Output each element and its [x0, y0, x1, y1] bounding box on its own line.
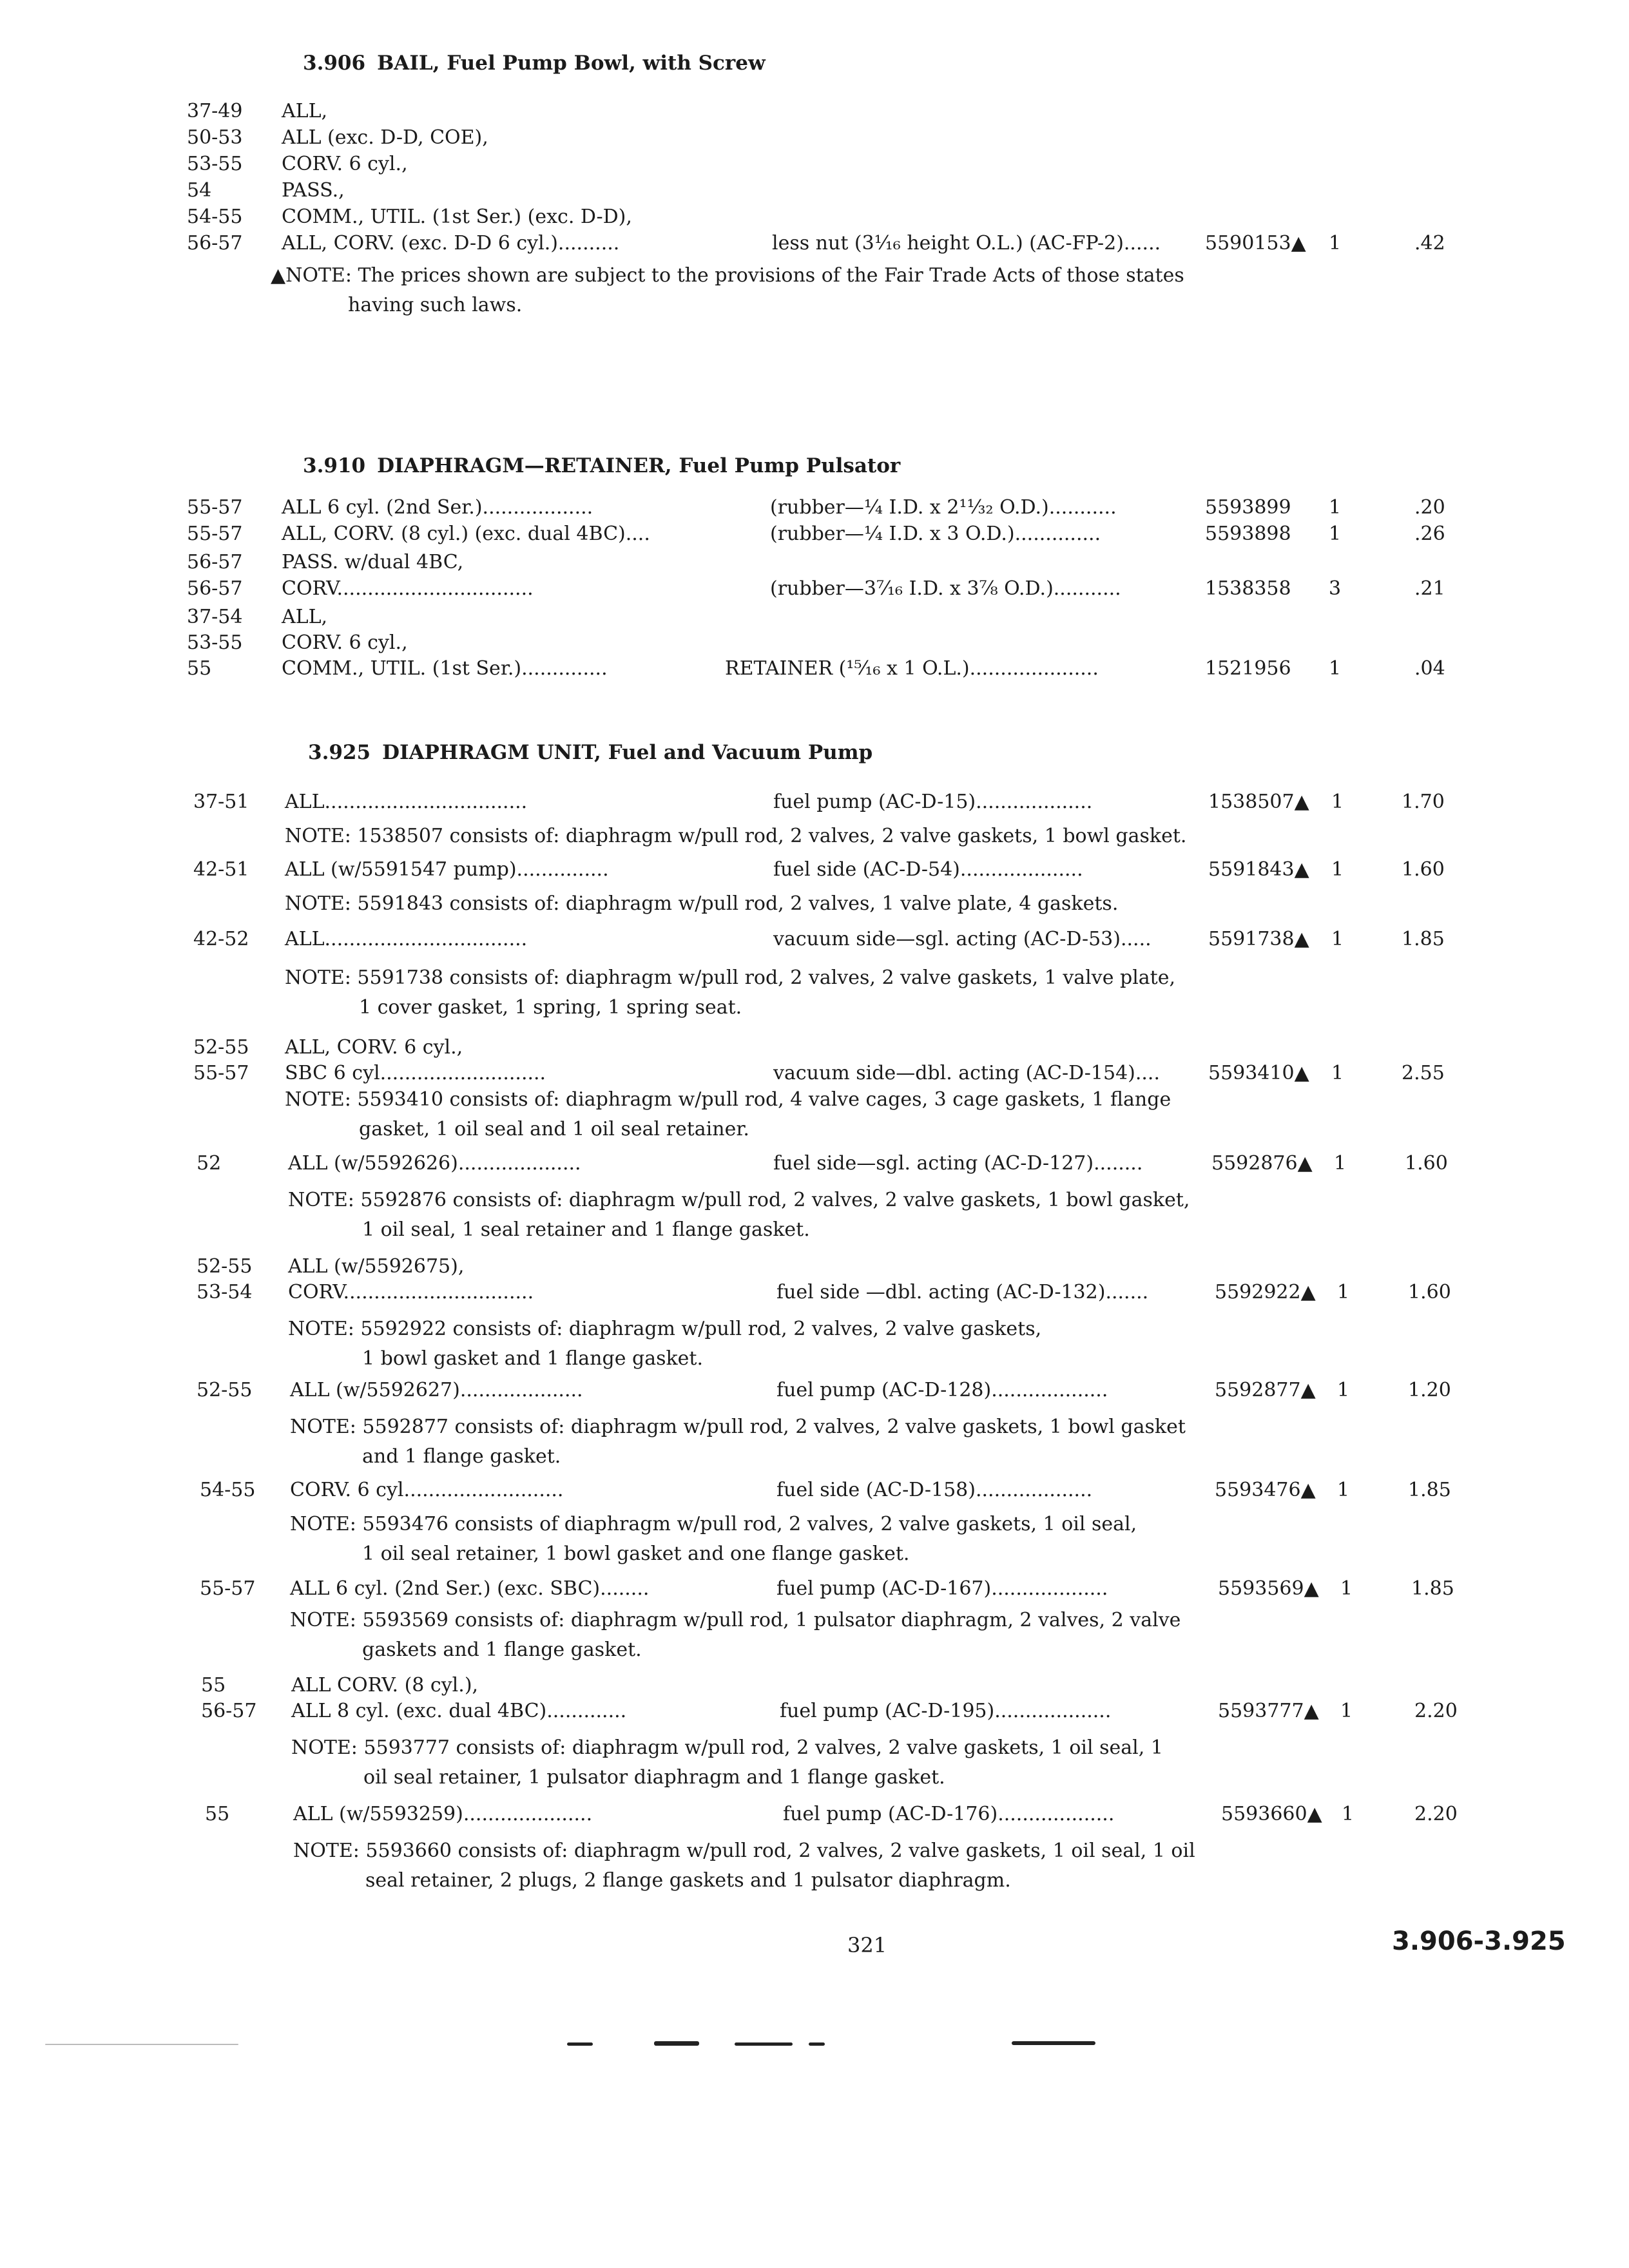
page-number: 321: [847, 1933, 887, 1957]
quantity: 1: [1342, 1803, 1354, 1825]
part-number: 5593899: [1205, 496, 1291, 519]
note-line: 1 oil seal, 1 seal retainer and 1 flange gasket.: [362, 1218, 810, 1241]
model-cell: ALL (w/5592627)....................: [290, 1379, 583, 1401]
price: 2.20: [1414, 1700, 1458, 1722]
description-cell: vacuum side—sgl. acting (AC-D-53).....: [773, 928, 1152, 950]
model-cell: ALL,: [282, 606, 328, 628]
year-range: 56-57: [201, 1700, 257, 1722]
section-number: 3.925: [308, 741, 371, 764]
description-cell: fuel side —dbl. acting (AC-D-132).......: [776, 1281, 1149, 1303]
scan-artifact: [809, 2042, 825, 2046]
section-title: BAIL, Fuel Pump Bowl, with Screw: [377, 52, 766, 75]
year-range: 53-55: [187, 631, 243, 654]
table-row: [0, 657, 1629, 688]
model-cell: CORV. 6 cyl..........................: [290, 1479, 564, 1501]
year-range: 52-55: [197, 1255, 253, 1278]
table-row: [0, 1577, 1629, 1608]
year-range: 55-57: [193, 1062, 249, 1084]
description-cell: fuel pump (AC-D-167)...................: [776, 1577, 1108, 1600]
quantity: 1: [1331, 858, 1344, 881]
model-cell: ALL 8 cyl. (exc. dual 4BC).............: [291, 1700, 627, 1722]
model-cell: ALL (w/5592626)....................: [288, 1152, 581, 1175]
part-number: 5591843▲: [1208, 858, 1309, 881]
model-cell: ALL.................................: [285, 791, 528, 813]
description-cell: fuel pump (AC-D-15)...................: [773, 791, 1093, 813]
table-row: [0, 1479, 1629, 1510]
year-range: 55: [205, 1803, 230, 1825]
price: .42: [1414, 232, 1445, 255]
note-line: NOTE: 5593777 consists of: diaphragm w/pull rod, 2 valves, 2 valve gaskets, 1 oil seal, 1: [291, 1736, 1163, 1759]
part-number: 5591738▲: [1208, 928, 1309, 950]
part-number: 5593410▲: [1208, 1062, 1309, 1084]
scan-artifact: [567, 2042, 593, 2046]
model-cell: ALL, CORV. (exc. D-D 6 cyl.)..........: [282, 232, 620, 255]
description-cell: fuel pump (AC-D-128)...................: [776, 1379, 1108, 1401]
table-row: [0, 523, 1629, 553]
year-range: 55-57: [200, 1577, 256, 1600]
quantity: 1: [1337, 1479, 1350, 1501]
model-cell: PASS. w/dual 4BC,: [282, 551, 464, 573]
quantity: 1: [1329, 657, 1342, 680]
model-cell: PASS.,: [282, 179, 345, 202]
table-row: [0, 1700, 1629, 1731]
part-number: 5593898: [1205, 523, 1291, 545]
model-cell: CORV................................: [282, 577, 534, 600]
model-cell: ALL (w/5592675),: [288, 1255, 465, 1278]
year-range: 52-55: [193, 1036, 249, 1059]
price: 1.85: [1411, 1577, 1454, 1600]
year-range: 50-53: [187, 126, 243, 149]
part-number: 5593569▲: [1218, 1577, 1319, 1600]
year-range: 55: [187, 657, 212, 680]
part-number: 1538507▲: [1208, 791, 1309, 813]
year-range: 37-54: [187, 606, 243, 628]
year-range: 52: [197, 1152, 222, 1175]
price: 2.20: [1414, 1803, 1458, 1825]
scan-artifact: [45, 2044, 238, 2045]
note-block: [285, 889, 1118, 919]
section-heading: [308, 741, 872, 764]
year-range: 55: [201, 1674, 226, 1696]
note-line: 1 oil seal retainer, 1 bowl gasket and one flange gasket.: [362, 1542, 910, 1565]
note-line: NOTE: 5592877 consists of: diaphragm w/pull rod, 2 valves, 2 valve gaskets, 1 bowl gasket: [290, 1416, 1186, 1438]
note-line: NOTE: 5593660 consists of: diaphragm w/pull rod, 2 valves, 2 valve gaskets, 1 oil seal, 1 oil: [293, 1840, 1195, 1862]
model-cell: ALL, CORV. 6 cyl.,: [285, 1036, 463, 1059]
year-range: 54: [187, 179, 212, 202]
year-range: 54-55: [200, 1479, 256, 1501]
quantity: 1: [1329, 523, 1342, 545]
section-title: DIAPHRAGM UNIT, Fuel and Vacuum Pump: [382, 741, 873, 764]
note-line: ▲NOTE: The prices shown are subject to the provisions of the Fair Trade Acts of those states: [271, 264, 1184, 287]
part-number: 5593660▲: [1221, 1803, 1322, 1825]
price: .20: [1414, 496, 1445, 519]
year-range: 55-57: [187, 496, 243, 519]
quantity: 1: [1340, 1700, 1353, 1722]
model-cell: ALL (w/5593259).....................: [293, 1803, 593, 1825]
note-line: NOTE: 5591738 consists of: diaphragm w/pull rod, 2 valves, 2 valve gaskets, 1 valve plate,: [285, 966, 1176, 989]
year-range: 55-57: [187, 523, 243, 545]
price: 1.60: [1402, 858, 1445, 881]
note-line: NOTE: 5592922 consists of: diaphragm w/pull rod, 2 valves, 2 valve gaskets,: [288, 1318, 1042, 1340]
model-cell: CORV...............................: [288, 1281, 534, 1303]
note-line: gasket, 1 oil seal and 1 oil seal retainer.: [359, 1118, 749, 1140]
table-row: [0, 858, 1629, 889]
note-block: [290, 1510, 1137, 1569]
year-range: 37-49: [187, 100, 243, 122]
model-cell: ALL 6 cyl. (2nd Ser.)..................: [282, 496, 593, 519]
year-range: 53-55: [187, 153, 243, 175]
section-heading: [303, 454, 900, 477]
part-number: 5593777▲: [1218, 1700, 1319, 1722]
note-line: NOTE: 5593410 consists of: diaphragm w/pull rod, 4 valve cages, 3 cage gaskets, 1 flange: [285, 1088, 1171, 1111]
part-number: 5592922▲: [1215, 1281, 1316, 1303]
part-number: 1521956: [1205, 657, 1291, 680]
model-cell: ALL 6 cyl. (2nd Ser.) (exc. SBC)........: [290, 1577, 650, 1600]
price: 1.70: [1402, 791, 1445, 813]
table-row: [0, 791, 1629, 822]
model-cell: ALL CORV. (8 cyl.),: [291, 1674, 479, 1696]
quantity: 1: [1337, 1379, 1350, 1401]
note-block: [288, 1186, 1190, 1245]
section-range: 3.906-3.925: [1392, 1927, 1566, 1956]
note-block: [291, 1733, 1163, 1792]
description-cell: fuel side—sgl. acting (AC-D-127)........: [773, 1152, 1143, 1175]
year-range: 56-57: [187, 232, 243, 255]
note-block: [285, 963, 1175, 1023]
description-cell: fuel pump (AC-D-176)...................: [783, 1803, 1115, 1825]
section-heading: [303, 52, 766, 75]
note-block: [293, 1836, 1195, 1896]
note-block: [288, 1314, 1041, 1374]
table-row: [0, 1281, 1629, 1312]
note-line: NOTE: 5591843 consists of: diaphragm w/pull rod, 2 valves, 1 valve plate, 4 gaskets.: [285, 892, 1119, 915]
model-cell: CORV. 6 cyl.,: [282, 153, 408, 175]
part-number: 5592876▲: [1211, 1152, 1313, 1175]
part-number: 1538358: [1205, 577, 1291, 600]
quantity: 1: [1334, 1152, 1347, 1175]
quantity: 3: [1329, 577, 1342, 600]
price: 1.85: [1408, 1479, 1451, 1501]
description-cell: less nut (3¹⁄₁₆ height O.L.) (AC-FP-2)......: [772, 232, 1161, 255]
scan-artifact: [735, 2042, 793, 2046]
price: .04: [1414, 657, 1445, 680]
model-cell: ALL,: [282, 100, 328, 122]
note-line: gaskets and 1 flange gasket.: [362, 1639, 642, 1661]
part-number: 5592877▲: [1215, 1379, 1316, 1401]
table-row: [0, 1803, 1629, 1834]
note-block: [285, 822, 1186, 851]
note-line: 1 bowl gasket and 1 flange gasket.: [362, 1347, 703, 1370]
section-title: DIAPHRAGM—RETAINER, Fuel Pump Pulsator: [377, 454, 901, 477]
table-row: [0, 1152, 1629, 1183]
description-cell: (rubber—¼ I.D. x 2¹¹⁄₃₂ O.D.)...........: [770, 496, 1117, 519]
description-cell: vacuum side—dbl. acting (AC-D-154)....: [773, 1062, 1160, 1084]
description-cell: fuel side (AC-D-54)....................: [773, 858, 1083, 881]
part-number: 5593476▲: [1215, 1479, 1316, 1501]
table-row: [0, 1379, 1629, 1410]
note-line: having such laws.: [348, 294, 523, 316]
year-range: 37-51: [193, 791, 249, 813]
quantity: 1: [1331, 1062, 1344, 1084]
quantity: 1: [1331, 791, 1344, 813]
price: 1.60: [1405, 1152, 1448, 1175]
model-cell: ALL, CORV. (8 cyl.) (exc. dual 4BC)....: [282, 523, 650, 545]
year-range: 42-52: [193, 928, 249, 950]
note-line: seal retainer, 2 plugs, 2 flange gaskets and 1 pulsator diaphragm.: [365, 1869, 1011, 1892]
table-row: [0, 232, 1629, 263]
section-number: 3.906: [303, 52, 366, 75]
note-line: NOTE: 1538507 consists of: diaphragm w/pull rod, 2 valves, 2 valve gaskets, 1 bowl gasket.: [285, 825, 1187, 847]
part-number: 5590153▲: [1205, 232, 1306, 255]
quantity: 1: [1337, 1281, 1350, 1303]
quantity: 1: [1331, 928, 1344, 950]
scan-artifact: [654, 2041, 699, 2046]
note-line: NOTE: 5592876 consists of: diaphragm w/pull rod, 2 valves, 2 valve gaskets, 1 bowl gasket,: [288, 1189, 1190, 1211]
quantity: 1: [1340, 1577, 1353, 1600]
year-range: 52-55: [197, 1379, 253, 1401]
description-cell: (rubber—¼ I.D. x 3 O.D.)..............: [770, 523, 1101, 545]
price: .26: [1414, 523, 1445, 545]
note-block: [285, 1085, 1171, 1144]
note-line: 1 cover gasket, 1 spring, 1 spring seat.: [359, 996, 742, 1019]
model-cell: ALL.................................: [285, 928, 528, 950]
quantity: 1: [1329, 232, 1342, 255]
note-block: [290, 1412, 1186, 1472]
model-cell: COMM., UTIL. (1st Ser.)..............: [282, 657, 608, 680]
quantity: 1: [1329, 496, 1342, 519]
year-range: 54-55: [187, 206, 243, 228]
note-line: NOTE: 5593476 consists of diaphragm w/pull rod, 2 valves, 2 valve gaskets, 1 oil seal,: [290, 1513, 1137, 1535]
description-cell: fuel pump (AC-D-195)...................: [780, 1700, 1112, 1722]
price: 1.85: [1402, 928, 1445, 950]
note-line: NOTE: 5593569 consists of: diaphragm w/pull rod, 1 pulsator diaphragm, 2 valves, 2 valve: [290, 1609, 1181, 1631]
note-line: oil seal retainer, 1 pulsator diaphragm and 1 flange gasket.: [363, 1766, 945, 1789]
table-row: [0, 928, 1629, 959]
note-block: [290, 1606, 1181, 1665]
year-range: 53-54: [197, 1281, 253, 1303]
model-cell: ALL (w/5591547 pump)...............: [285, 858, 609, 881]
fair-trade-note: [271, 261, 1184, 320]
model-cell: COMM., UTIL. (1st Ser.) (exc. D-D),: [282, 206, 632, 228]
description-cell: (rubber—3⁷⁄₁₆ I.D. x 3⅞ O.D.)...........: [770, 577, 1121, 600]
model-cell: ALL (exc. D-D, COE),: [282, 126, 488, 149]
year-range: 42-51: [193, 858, 249, 881]
section-number: 3.910: [303, 454, 366, 477]
scan-artifact: [1012, 2041, 1095, 2045]
price: 1.60: [1408, 1281, 1451, 1303]
table-row: [0, 577, 1629, 608]
price: .21: [1414, 577, 1445, 600]
year-range: 56-57: [187, 577, 243, 600]
price: 1.20: [1408, 1379, 1451, 1401]
model-cell: CORV. 6 cyl.,: [282, 631, 408, 654]
description-cell: fuel side (AC-D-158)...................: [776, 1479, 1093, 1501]
description-cell: RETAINER (¹⁵⁄₁₆ x 1 O.L.).....................: [725, 657, 1099, 680]
price: 2.55: [1402, 1062, 1445, 1084]
note-line: and 1 flange gasket.: [362, 1445, 561, 1468]
year-range: 56-57: [187, 551, 243, 573]
model-cell: SBC 6 cyl...........................: [285, 1062, 546, 1084]
